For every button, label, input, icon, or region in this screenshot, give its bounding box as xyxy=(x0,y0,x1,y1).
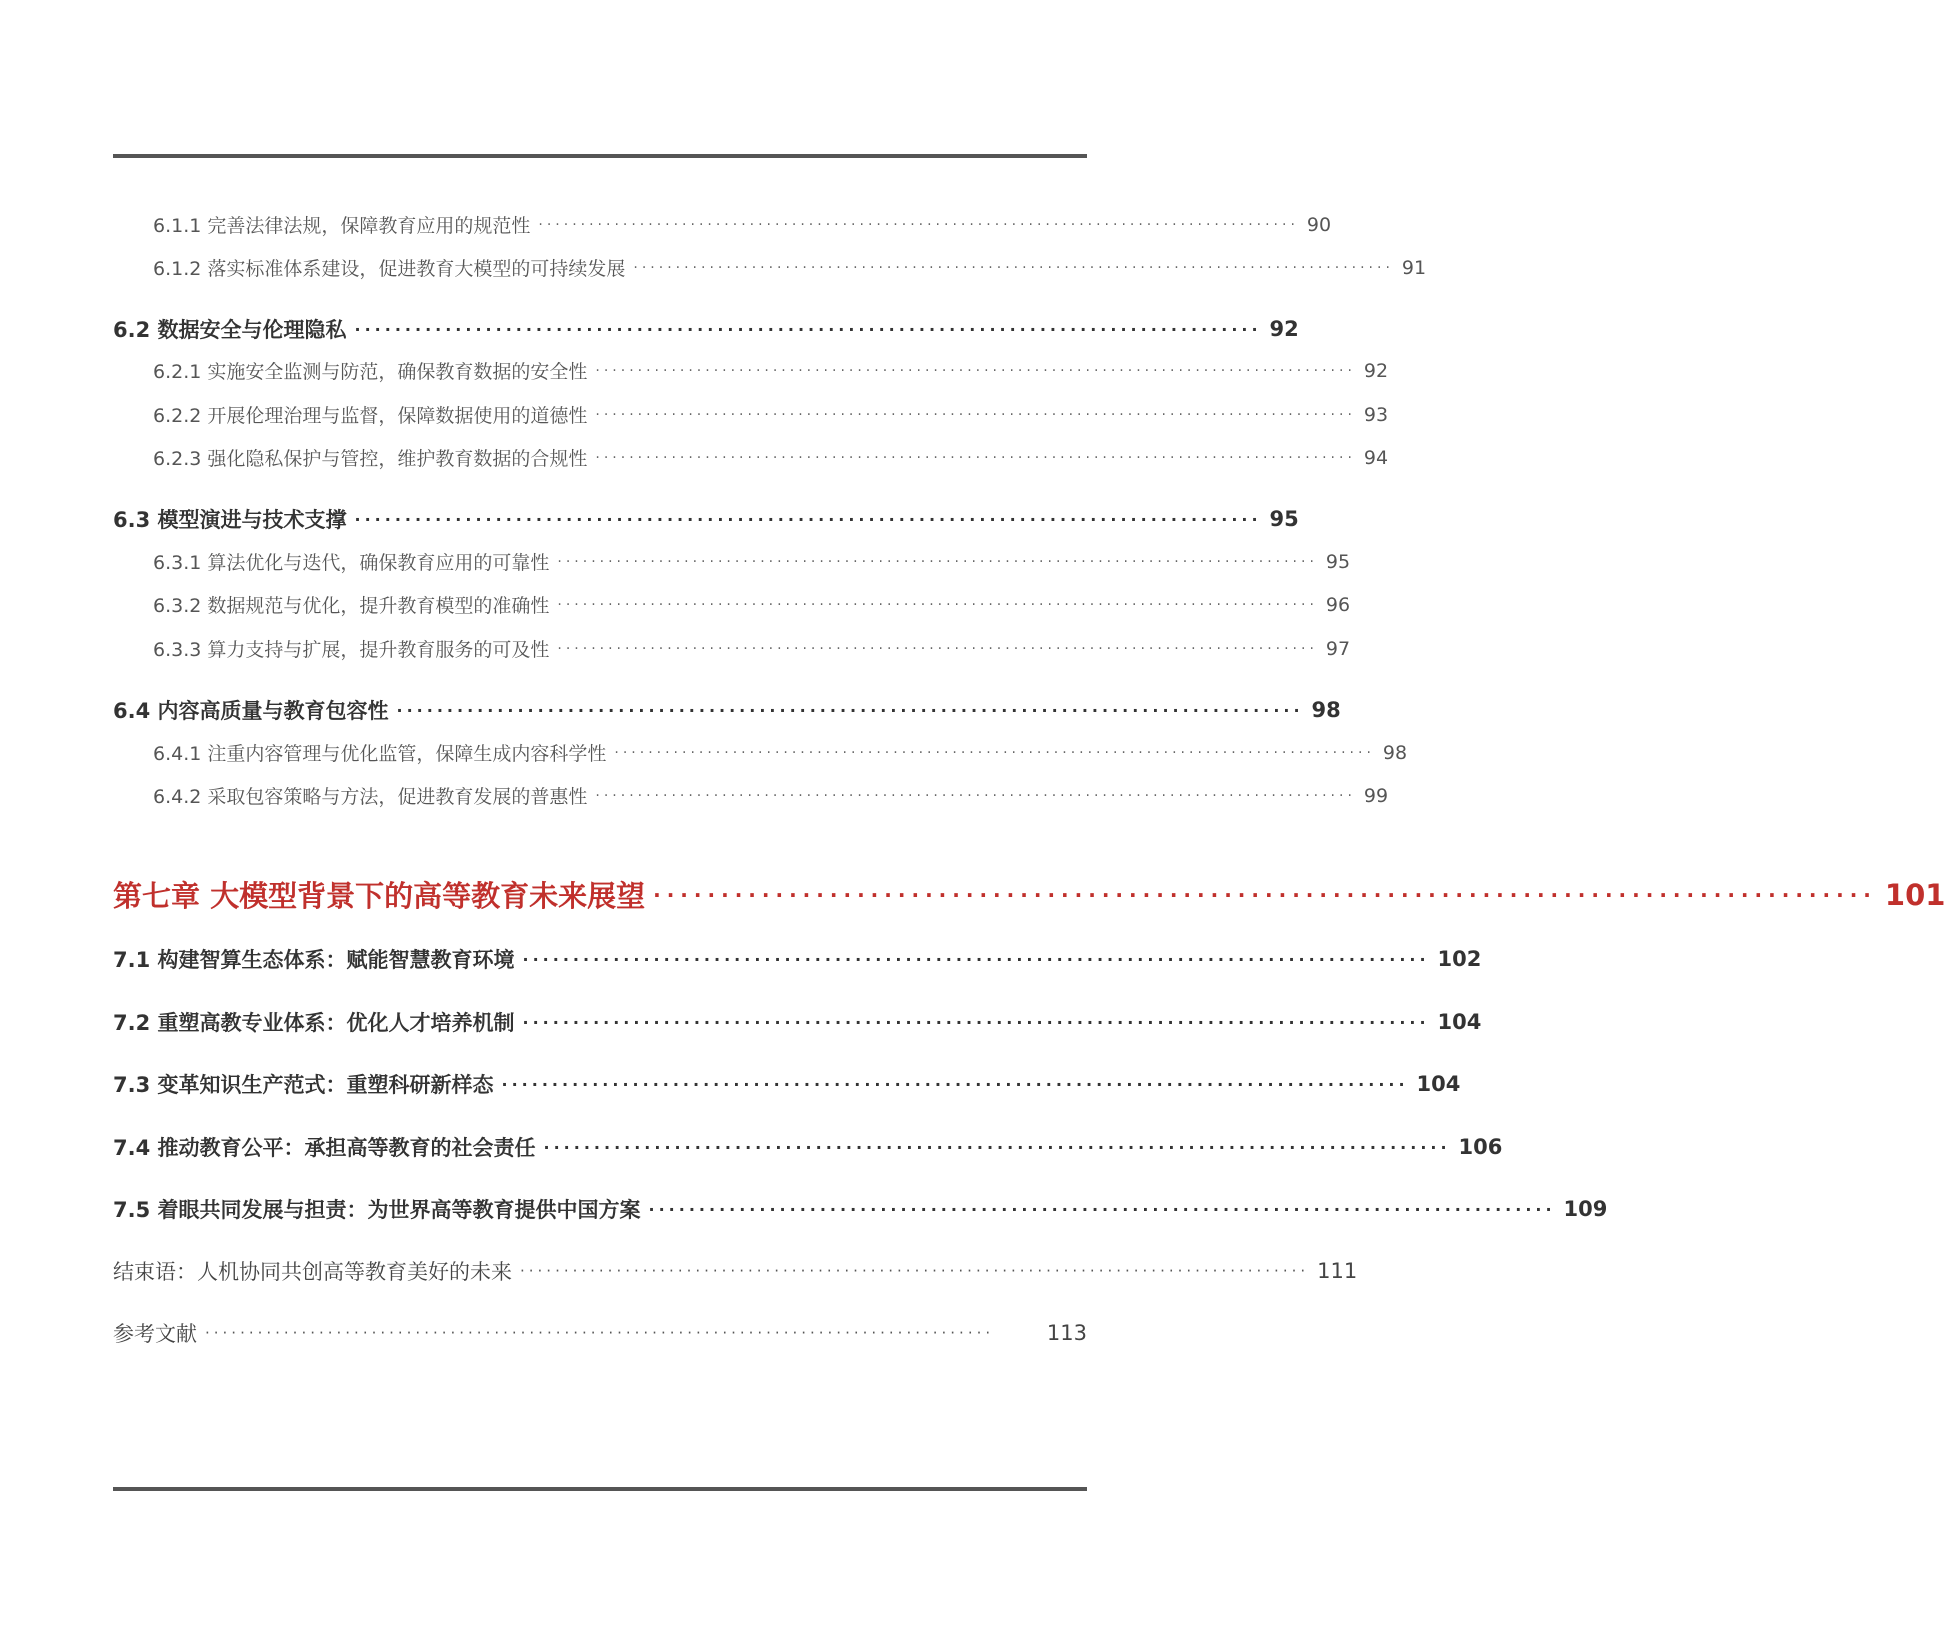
toc-entry-label: 6.2 数据安全与伦理隐私 xyxy=(113,318,347,342)
toc-entry-label: 6.2.1 实施安全监测与防范，确保教育数据的安全性 xyxy=(153,361,588,383)
toc-entry-label: 7.4 推动教育公平：承担高等教育的社会责任 xyxy=(113,1136,536,1160)
toc-entry-7-5[interactable] xyxy=(113,1194,1608,1224)
toc-entry-label: 7.1 构建智算生态体系：赋能智慧教育环境 xyxy=(113,948,515,972)
toc-entry-6-3-1[interactable] xyxy=(153,548,1351,575)
toc-entry-6-3-3[interactable] xyxy=(153,635,1351,662)
toc-entry-references[interactable] xyxy=(113,1318,1087,1348)
toc-entry-page: 90 xyxy=(1306,213,1332,236)
toc-entry-6-4-2[interactable] xyxy=(153,782,1389,809)
toc-entry-label: 6.3.2 数据规范与优化，提升教育模型的准确性 xyxy=(153,595,550,617)
toc-entry-page: 96 xyxy=(1325,593,1351,616)
toc-entry-6-3-2[interactable] xyxy=(153,591,1351,618)
dot-leader: ·························································································· xyxy=(557,596,1318,613)
toc-entry-page: 91 xyxy=(1401,256,1427,279)
toc-entry-label: 6.4.2 采取包容策略与方法，促进教育发展的普惠性 xyxy=(153,786,588,808)
toc-entry-page: 102 xyxy=(1437,947,1482,971)
toc-entry-label: 6.2.2 开展伦理治理与监督，保障数据使用的道德性 xyxy=(153,405,588,427)
dot-leader: ·························································································· xyxy=(538,216,1299,233)
toc-entry-page: 92 xyxy=(1363,359,1389,382)
toc-entry-label: 6.1.2 落实标准体系建设，促进教育大模型的可持续发展 xyxy=(153,258,626,280)
toc-entry-page: 104 xyxy=(1416,1072,1461,1096)
toc-entry-label: 6.2.3 强化隐私保护与管控，维护教育数据的合规性 xyxy=(153,448,588,470)
toc-entry-7-2[interactable] xyxy=(113,1007,1482,1037)
dot-leader: ·························································································· xyxy=(354,509,1262,529)
toc-entry-page: 92 xyxy=(1269,317,1299,341)
toc-entry-chapter-7[interactable] xyxy=(113,874,1945,915)
toc-entry-label: 6.4 内容高质量与教育包容性 xyxy=(113,699,389,723)
toc-entry-6-4-1[interactable] xyxy=(153,739,1408,766)
toc-entry-page: 99 xyxy=(1363,784,1389,807)
toc-entry-7-3[interactable] xyxy=(113,1069,1461,1099)
dot-leader: ·························································································· xyxy=(595,406,1356,423)
dot-leader: ·························································································· xyxy=(396,700,1304,720)
toc-entry-6-1-1[interactable] xyxy=(153,211,1332,238)
toc-entry-label: 6.3.1 算法优化与迭代，确保教育应用的可靠性 xyxy=(153,552,550,574)
toc-entry-7-1[interactable] xyxy=(113,944,1482,974)
dot-leader: ·························································································· xyxy=(205,1324,995,1342)
dot-leader: ·························································································· xyxy=(522,1012,1430,1032)
toc-entry-label: 6.4.1 注重内容管理与优化监管，保障生成内容科学性 xyxy=(153,743,607,765)
toc-entry-page: 98 xyxy=(1311,698,1341,722)
dot-leader: ·························································································· xyxy=(543,1137,1451,1157)
toc-entry-6-2-3[interactable] xyxy=(153,444,1389,471)
toc-entry-label: 6.3.3 算力支持与扩展，提升教育服务的可及性 xyxy=(153,639,550,661)
dot-leader: ·························································································· xyxy=(614,744,1375,761)
dot-leader: ·························································································· xyxy=(648,1199,1556,1219)
bottom-rule xyxy=(113,1487,1087,1491)
dot-leader: ·························································································· xyxy=(557,553,1318,570)
toc-entry-label: 7.3 变革知识生产范式：重塑科研新样态 xyxy=(113,1073,494,1097)
toc-entry-page: 111 xyxy=(1317,1259,1358,1283)
toc-entry-label: 7.2 重塑高教专业体系：优化人才培养机制 xyxy=(113,1011,515,1035)
toc-entry-page: 113 xyxy=(1046,1321,1087,1345)
toc-entry-6-4[interactable] xyxy=(113,695,1341,725)
toc-entry-label: 结束语：人机协同共创高等教育美好的未来 xyxy=(113,1260,512,1284)
toc-entry-label: 7.5 着眼共同发展与担责：为世界高等教育提供中国方案 xyxy=(113,1198,641,1222)
toc-entry-6-3[interactable] xyxy=(113,504,1299,534)
dot-leader: ·························································································· xyxy=(653,882,1877,907)
dot-leader: ·························································································· xyxy=(354,319,1262,339)
dot-leader: ·························································································· xyxy=(557,640,1318,657)
toc-entry-page: 109 xyxy=(1563,1197,1608,1221)
dot-leader: ·························································································· xyxy=(501,1074,1409,1094)
toc-entry-page: 98 xyxy=(1382,741,1408,764)
dot-leader: ·························································································· xyxy=(595,362,1356,379)
toc-entry-label: 6.1.1 完善法律法规，保障教育应用的规范性 xyxy=(153,215,531,237)
toc-entry-page: 104 xyxy=(1437,1010,1482,1034)
toc-entry-7-4[interactable] xyxy=(113,1132,1503,1162)
toc-entry-page: 101 xyxy=(1884,877,1945,912)
toc-entry-page: 93 xyxy=(1363,403,1389,426)
dot-leader: ·························································································· xyxy=(595,787,1356,804)
toc-entry-6-1-2[interactable] xyxy=(153,254,1427,281)
toc-entry-label: 6.3 模型演进与技术支撑 xyxy=(113,508,347,532)
toc-entry-6-2-1[interactable] xyxy=(153,357,1389,384)
toc-entry-page: 95 xyxy=(1325,550,1351,573)
toc-entry-page: 95 xyxy=(1269,507,1299,531)
toc-entry-page: 94 xyxy=(1363,446,1389,469)
toc-entry-page: 97 xyxy=(1325,637,1351,660)
dot-leader: ·························································································· xyxy=(522,949,1430,969)
toc-entry-6-2-2[interactable] xyxy=(153,401,1389,428)
toc-entry-label: 参考文献 xyxy=(113,1322,197,1346)
dot-leader: ·························································································· xyxy=(520,1262,1310,1280)
toc-entry-page: 106 xyxy=(1458,1135,1503,1159)
toc-entry-6-2[interactable] xyxy=(113,314,1299,344)
toc-entry-conclusion[interactable] xyxy=(113,1256,1358,1286)
dot-leader: ·························································································· xyxy=(633,259,1394,276)
dot-leader: ·························································································· xyxy=(595,449,1356,466)
toc-entry-label: 第七章 大模型背景下的高等教育未来展望 xyxy=(113,879,646,913)
